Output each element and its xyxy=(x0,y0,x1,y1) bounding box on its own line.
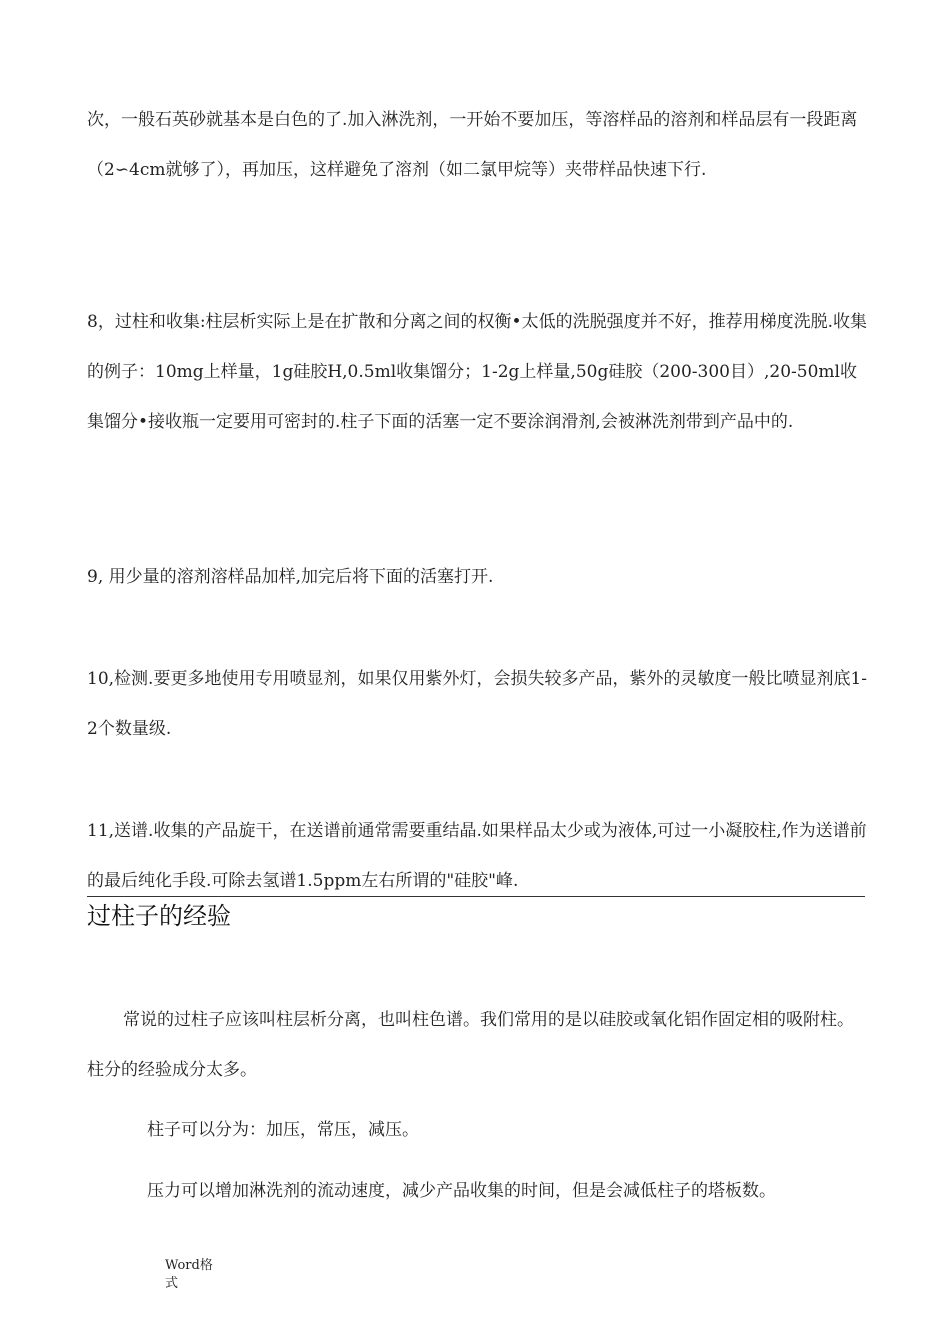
footer-label: Word格式 xyxy=(165,1258,213,1291)
paragraph-step9: 9, 用少量的溶剂溶样品加样,加完后将下面的活塞打开. xyxy=(87,567,494,587)
paragraph-column-types: 柱子可以分为：加压，常压，减压。 xyxy=(147,1120,419,1140)
paragraph-step11: 11,送谱.收集的产品旋干，在送谱前通常需要重结晶.如果样品太少或为液体,可过一小凝胶柱,作为送谱前的最后纯化手段.可除去氢谱1.5ppm左右所谓的"硅胶"峰. xyxy=(87,821,867,891)
section-divider xyxy=(87,896,865,897)
paragraph-step10: 10,检测.要更多地使用专用喷显剂，如果仅用紫外灯，会损失较多产品，紫外的灵敏度一般比喷显剂底1-2个数量级. xyxy=(87,669,867,739)
paragraph-step8: 8，过柱和收集:柱层析实际上是在扩散和分离之间的权衡•太低的洗脱强度并不好，推荐用梯度洗脱.收集的例子：10mg上样量，1g硅胶H,0.5ml收集馏分；1-2g上样量,50g硅胶（200-300目）,20-50ml收集馏分•接收瓶一定要用可密封的.柱子下面的活塞一定不要涂润滑剂,会被淋洗剂带到产品中的. xyxy=(87,312,867,432)
paragraph-step7-continued: 次，一般石英砂就基本是白色的了.加入淋洗剂，一开始不要加压，等溶样品的溶剂和样品层有一段距离（2∽4cm就够了），再加压，这样避免了溶剂（如二氯甲烷等）夹带样品快速下行. xyxy=(87,110,858,180)
paragraph-pressure: 压力可以增加淋洗剂的流动速度，减少产品收集的时间，但是会减低柱子的塔板数。 xyxy=(147,1181,776,1201)
paragraph-intro: 常说的过柱子应该叫柱层析分离，也叫柱色谱。我们常用的是以硅胶或氧化铝作固定相的吸附柱。柱分的经验成分太多。 xyxy=(87,1010,854,1080)
section-heading: 过柱子的经验 xyxy=(87,902,231,930)
